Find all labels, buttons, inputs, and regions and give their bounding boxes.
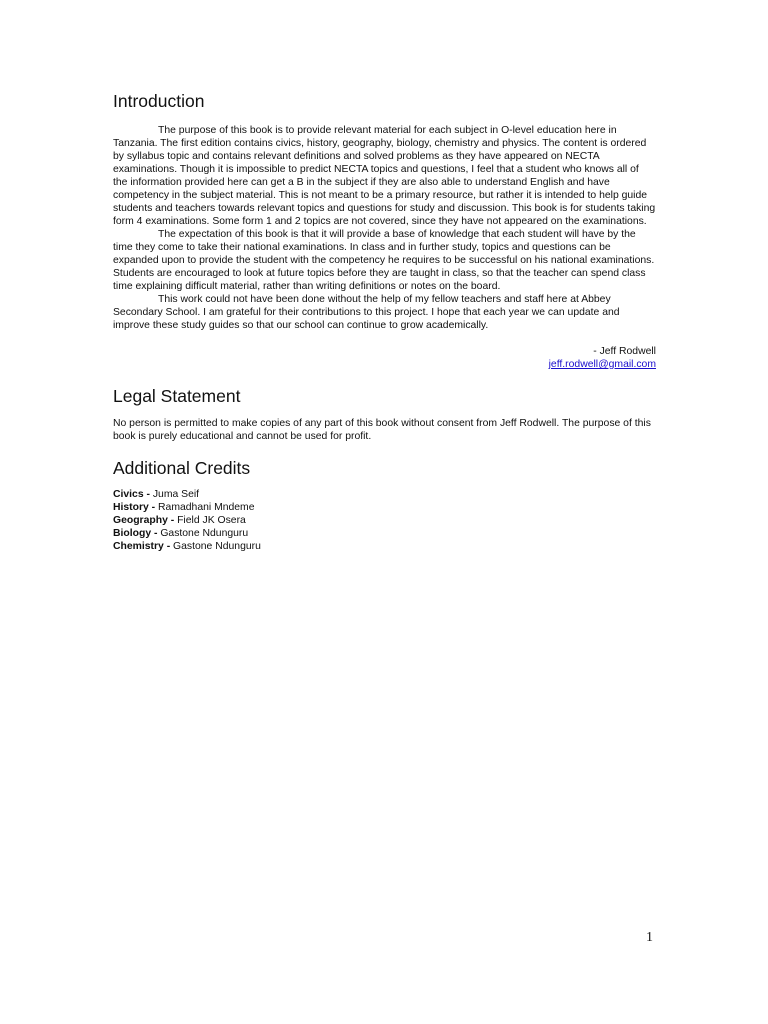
introduction-paragraph: The expectation of this book is that it will provide a base of knowledge that each student will have by the time they come to take their national examinations. In class and in further study, topics and questions can be expanded upon to provide the student with the competency he requires to be successful on his national examinations. Students are encouraged to look at future topics before they are taught in class, so that the teacher can spend class time explaining difficult material, rather than writing definitions or notes on the board. [113, 229, 655, 292]
credit-subject: Biology - [113, 528, 158, 539]
credit-subject: Geography - [113, 515, 175, 526]
credit-name: Field JK Osera [174, 515, 246, 526]
credit-name: Gastone Ndunguru [170, 541, 261, 552]
signature-block [113, 345, 656, 371]
legal-statement-heading: Legal Statement [113, 386, 241, 406]
credit-name: Juma Seif [149, 489, 200, 500]
credit-subject: Chemistry - [113, 541, 171, 552]
introduction-body [113, 124, 656, 332]
introduction-heading: Introduction [113, 91, 205, 111]
introduction-paragraph: This work could not have been done without the help of my fellow teachers and staff here at Abbey Secondary School. I am grateful for their contributions to this project. I hope that each year we can update and improve these study guides so that our school can continue to grow academically. [113, 294, 620, 331]
introduction-paragraph: The purpose of this book is to provide relevant material for each subject in O-level education here in Tanzania. The first edition contains civics, history, geography, biology, chemistry and physics. The content is ordered by syllabus topic and contains relevant definitions and solved problems as they have appeared on NECTA examinations. Though it is impossible to predict NECTA topics and questions, I feel that a student who knows all of the information provided here can get a B in the subject if they are also able to understand English and have competency in the subject material. This is not meant to be a primary resource, but rather it is intended to help guide students and teachers towards relevant topics and questions for study and discussion. This book is for students taking form 4 examinations. Some form 1 and 2 topics are not covered, since they have not appeared on the examinations. [113, 125, 656, 227]
credit-subject: History - [113, 502, 156, 513]
credit-name: Ramadhani Mndeme [155, 502, 255, 513]
credit-item-history [113, 501, 656, 514]
credits-list [113, 488, 656, 553]
signature-email-link[interactable]: jeff.rodwell@gmail.com [548, 359, 656, 370]
legal-statement-text: No person is permitted to make copies of any part of this book without consent from Jeff Rodwell. The purpose of this book is purely educational and cannot be used for profit. [113, 418, 651, 442]
credit-name: Gastone Ndunguru [157, 528, 249, 539]
page-content [113, 90, 656, 553]
credit-item-biology [113, 527, 656, 540]
credit-subject: Civics - [113, 489, 150, 500]
credit-item-civics [113, 488, 656, 501]
credit-item-geography [113, 514, 656, 527]
signature-name: - Jeff Rodwell [593, 346, 656, 357]
credit-item-chemistry [113, 540, 656, 553]
additional-credits-heading: Additional Credits [113, 458, 251, 478]
page-number: 1 [646, 930, 653, 945]
